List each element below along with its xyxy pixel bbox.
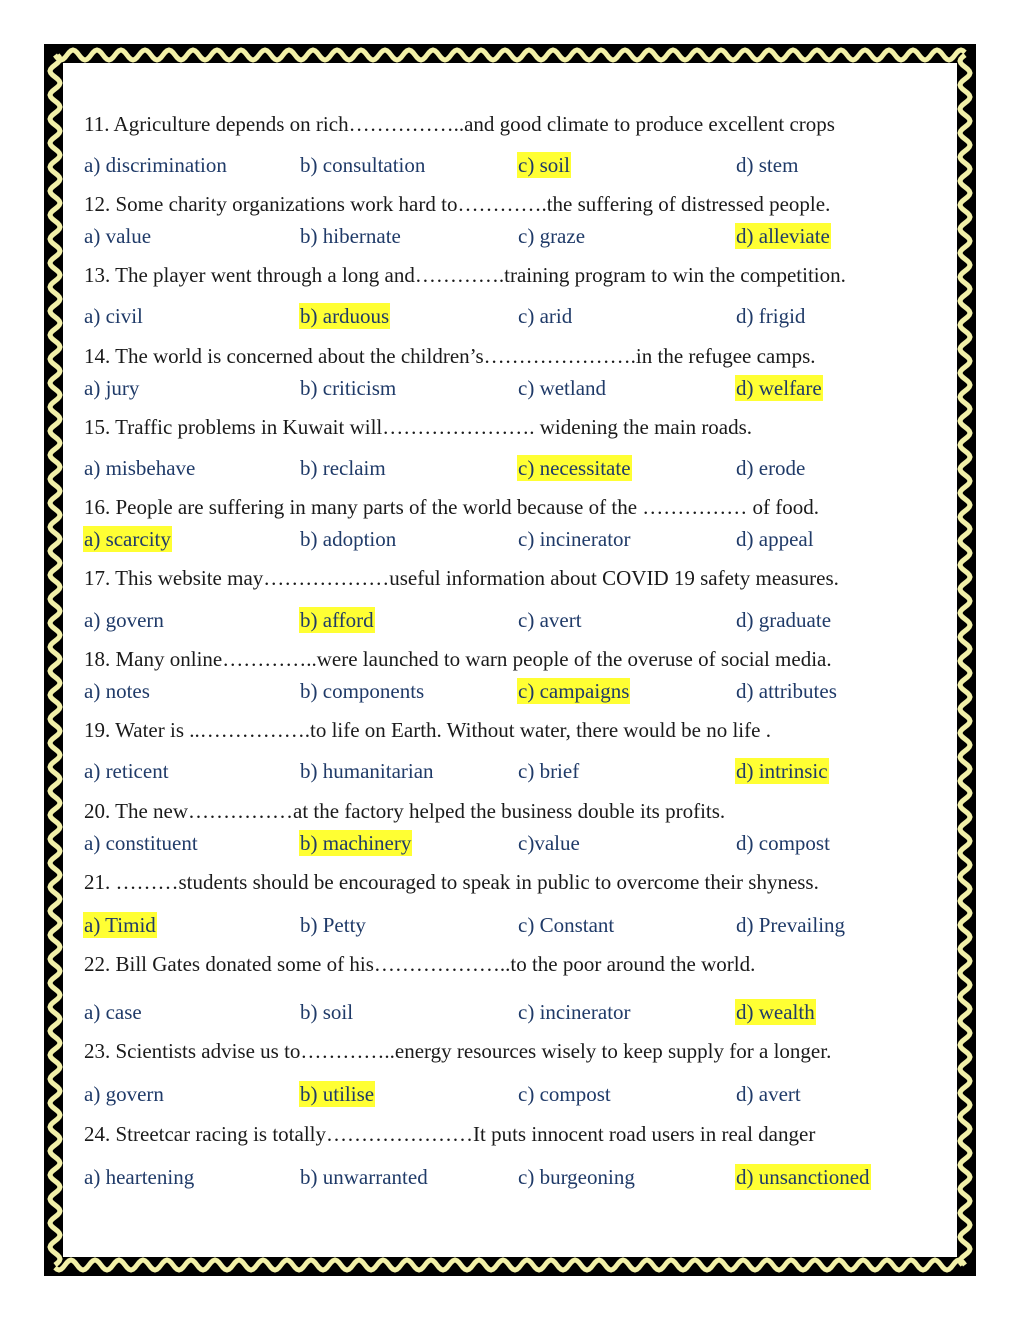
option-a-answer: a) Timid (84, 913, 156, 937)
option-b: b) hibernate (300, 224, 401, 248)
option-a: a) notes (84, 679, 150, 703)
option-b-answer: b) machinery (300, 831, 412, 855)
option-c: c) arid (518, 304, 573, 328)
question-text: 18. Many online…………..were launched to warn people of the overuse of social media. (84, 647, 832, 671)
option-d: d) appeal (736, 527, 814, 551)
option-b-answer: b) utilise (300, 1082, 375, 1106)
option-c: c) graze (518, 224, 586, 248)
option-a: a) govern (84, 1082, 164, 1106)
option-b: b) consultation (300, 153, 426, 177)
option-a: a) constituent (84, 831, 198, 855)
border-wave (55, 1260, 965, 1270)
question-text: 24. Streetcar racing is totally…………………It puts innocent road users in real danger (84, 1122, 816, 1146)
question-text: 11. Agriculture depends on rich……………..and good climate to produce excellent crops (84, 112, 835, 136)
option-a: a) discrimination (84, 153, 227, 177)
option-d: d) attributes (736, 679, 837, 703)
option-a: a) value (84, 224, 152, 248)
option-c: c) incinerator (518, 527, 631, 551)
border-wave (50, 55, 60, 1265)
option-b: b) humanitarian (300, 759, 434, 783)
option-b: b) unwarranted (300, 1165, 428, 1189)
option-d-answer: d) wealth (736, 1000, 815, 1024)
option-c: c) burgeoning (518, 1165, 635, 1189)
option-a-answer: a) scarcity (84, 527, 171, 551)
option-c: c) wetland (518, 376, 607, 400)
question-text: 14. The world is concerned about the children’s………………….in the refugee camps. (84, 344, 816, 368)
option-c-answer: c) necessitate (518, 456, 631, 480)
option-c: c) avert (518, 608, 582, 632)
option-c: c)value (518, 831, 580, 855)
option-c: c) compost (518, 1082, 611, 1106)
question-text: 22. Bill Gates donated some of his………………..to the poor around the world. (84, 952, 756, 976)
option-d-answer: d) intrinsic (736, 759, 828, 783)
option-a: a) misbehave (84, 456, 196, 480)
option-a: a) heartening (84, 1165, 195, 1189)
option-a: a) civil (84, 304, 143, 328)
option-b: b) criticism (300, 376, 397, 400)
question-text: 20. The new……………at the factory helped the business double its profits. (84, 799, 726, 823)
option-a: a) reticent (84, 759, 169, 783)
option-a: a) case (84, 1000, 142, 1024)
option-d-answer: d) alleviate (736, 224, 830, 248)
option-c-answer: c) campaigns (518, 679, 630, 703)
option-b: b) Petty (300, 913, 366, 937)
option-b: b) adoption (300, 527, 397, 551)
option-d: d) erode (736, 456, 806, 480)
question-text: 16. People are suffering in many parts of the world because of the …………… of food. (84, 495, 820, 519)
option-d: d) frigid (736, 304, 806, 328)
option-b-answer: b) arduous (300, 304, 390, 328)
option-a: a) jury (84, 376, 140, 400)
question-text: 12. Some charity organizations work hard to………….the suffering of distressed people. (84, 192, 831, 216)
option-c-answer: c) soil (518, 153, 570, 177)
question-text: 13. The player went through a long and………….training program to win the competition. (84, 263, 846, 287)
option-d: d) compost (736, 831, 830, 855)
option-d-answer: d) welfare (736, 376, 822, 400)
option-c: c) incinerator (518, 1000, 631, 1024)
option-b-answer: b) afford (300, 608, 374, 632)
question-text: 23. Scientists advise us to…………..energy resources wisely to keep supply for a longer. (84, 1039, 832, 1063)
option-c: c) brief (518, 759, 580, 783)
question-text: 17. This website may………………useful information about COVID 19 safety measures. (84, 566, 839, 590)
option-a: a) govern (84, 608, 164, 632)
option-b: b) reclaim (300, 456, 386, 480)
question-text: 19. Water is ..…………….to life on Earth. Without water, there would be no life . (84, 718, 771, 742)
border-wave (960, 55, 970, 1265)
option-d-answer: d) unsanctioned (736, 1165, 870, 1189)
border-wave (55, 50, 965, 60)
option-d: d) graduate (736, 608, 832, 632)
option-d: d) Prevailing (736, 913, 846, 937)
question-text: 21. ………students should be encouraged to speak in public to overcome their shyness. (84, 870, 819, 894)
question-text: 15. Traffic problems in Kuwait will…………………. widening the main roads. (84, 415, 753, 439)
option-c: c) Constant (518, 913, 615, 937)
option-b: b) soil (300, 1000, 354, 1024)
option-d: d) stem (736, 153, 799, 177)
option-b: b) components (300, 679, 425, 703)
option-d: d) avert (736, 1082, 801, 1106)
